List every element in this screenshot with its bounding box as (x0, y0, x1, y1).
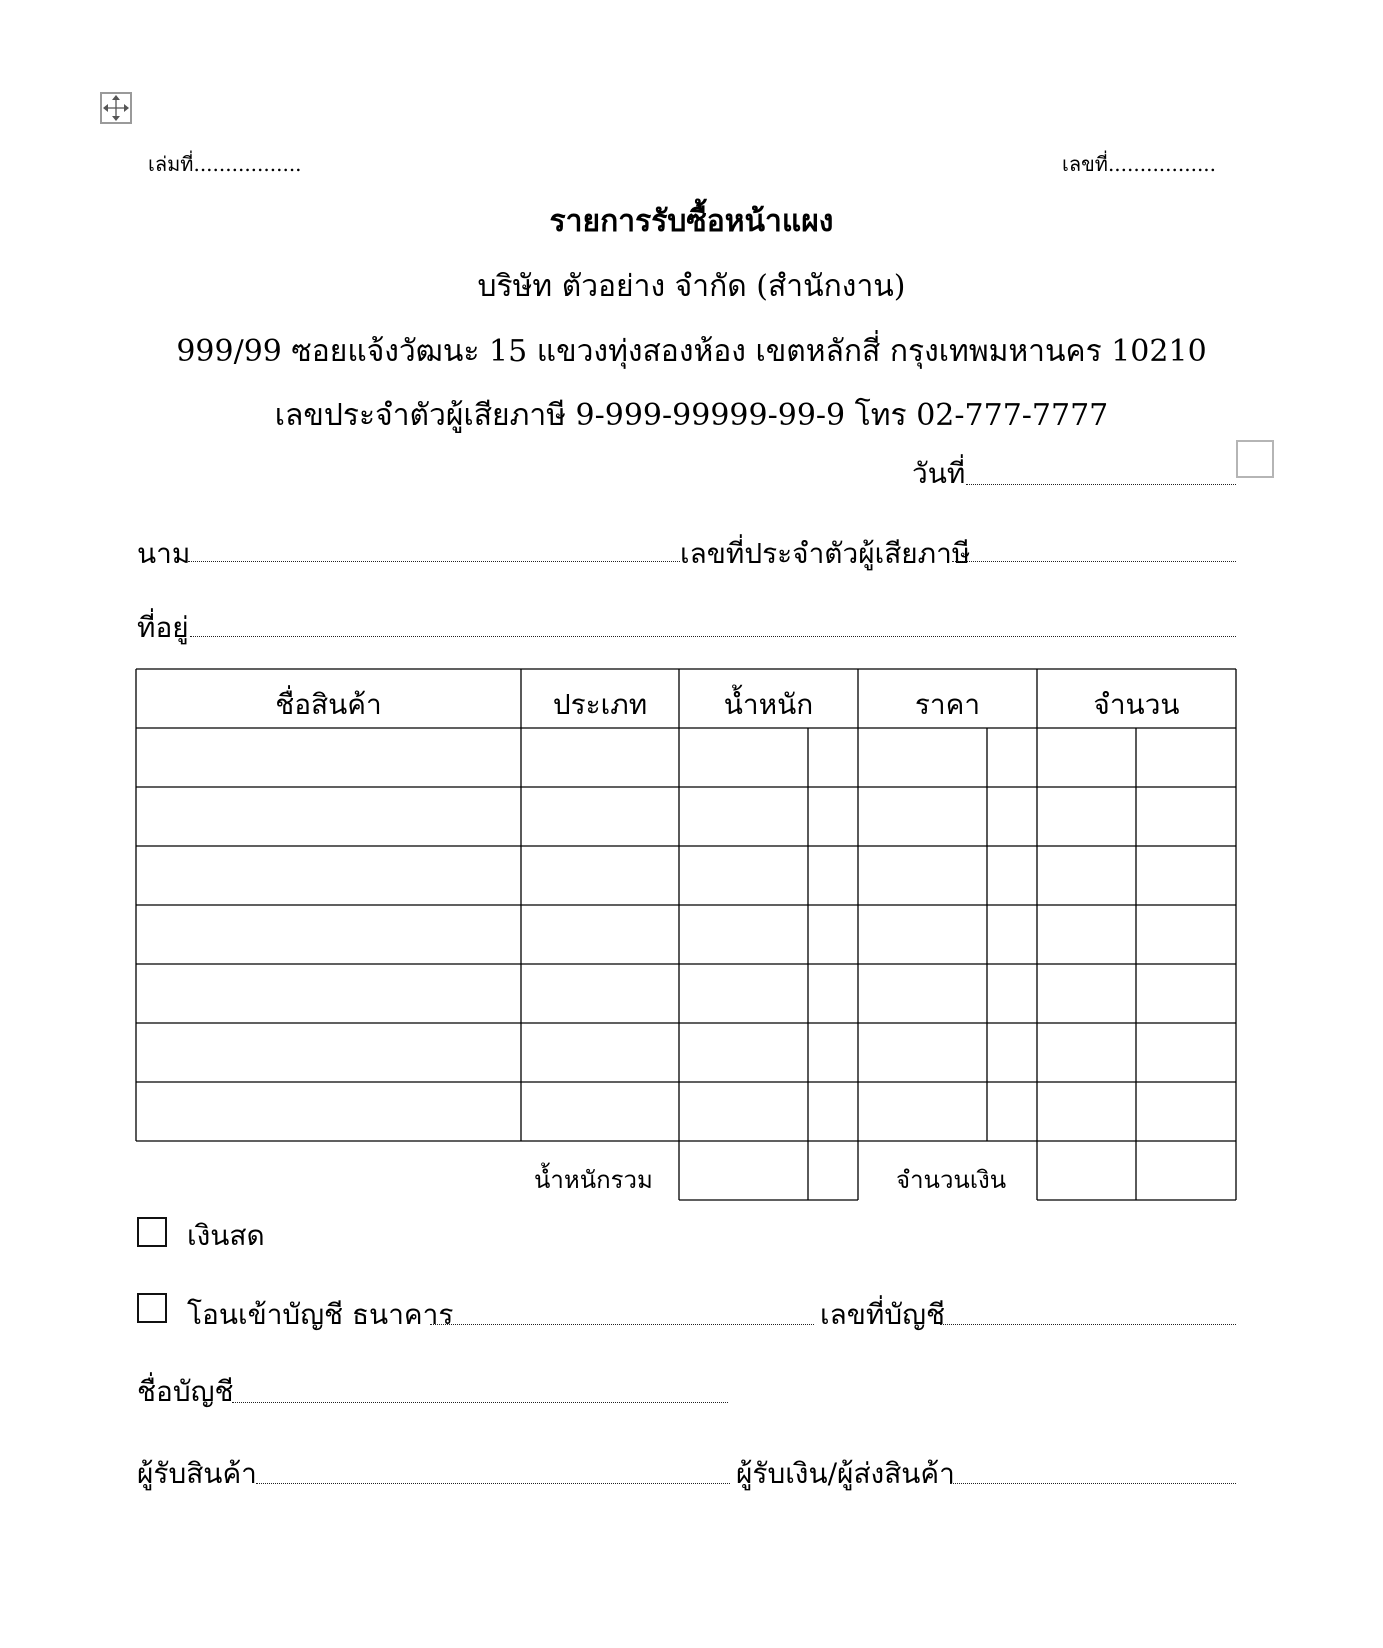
column-header-amount: จำนวน (1093, 688, 1180, 721)
total-amount-label: จำนวนเงิน (896, 1166, 1007, 1194)
column-header-price: ราคา (914, 688, 981, 721)
column-header-weight: น้ำหนัก (723, 688, 814, 721)
transfer-checkbox[interactable] (137, 1293, 167, 1323)
company-name: บริษัท ตัวอย่าง จำกัด (สำนักงาน) (477, 269, 906, 304)
cash-checkbox[interactable] (137, 1217, 167, 1247)
column-header-type: ประเภท (552, 688, 648, 721)
transfer-bank-label: โอนเข้าบัญชี ธนาคาร (187, 1298, 454, 1331)
company-tax-phone: เลขประจำตัวผู้เสียภาษี 9-999-99999-99-9 โทร 02-777-7777 (274, 398, 1109, 433)
account-number-field[interactable] (940, 1324, 1236, 1325)
bank-name-field[interactable] (430, 1324, 814, 1325)
goods-receiver-field[interactable] (256, 1483, 730, 1484)
customer-address-label: ที่อยู่ (137, 611, 189, 644)
goods-receiver-label: ผู้รับสินค้า (137, 1457, 257, 1490)
cash-label: เงินสด (187, 1219, 265, 1252)
payment-receiver-label: ผู้รับเงิน/ผู้ส่งสินค้า (736, 1457, 955, 1490)
company-address: 999/99 ซอยแจ้งวัฒนะ 15 แขวงทุ่งสองห้อง เขตหลักสี่ กรุงเทพมหานคร 10210 (176, 334, 1207, 369)
customer-name-label: นาม (137, 537, 191, 570)
account-number-label: เลขที่บัญชี (820, 1298, 945, 1331)
account-name-label: ชื่อบัญชี (137, 1375, 234, 1408)
column-header-product-name: ชื่อสินค้า (275, 688, 382, 721)
account-name-field[interactable] (232, 1402, 728, 1403)
document-title: รายการรับซื้อหน้าแผง (549, 204, 834, 239)
total-weight-label: น้ำหนักรวม (534, 1166, 653, 1194)
document-number-label: เลขที่................. (1062, 152, 1217, 176)
payment-receiver-field[interactable] (950, 1483, 1236, 1484)
date-label: วันที่ (912, 457, 966, 490)
book-number-label: เล่มที่................. (148, 152, 302, 176)
customer-tax-id-label: เลขที่ประจำตัวผู้เสียภาษี (680, 537, 971, 570)
